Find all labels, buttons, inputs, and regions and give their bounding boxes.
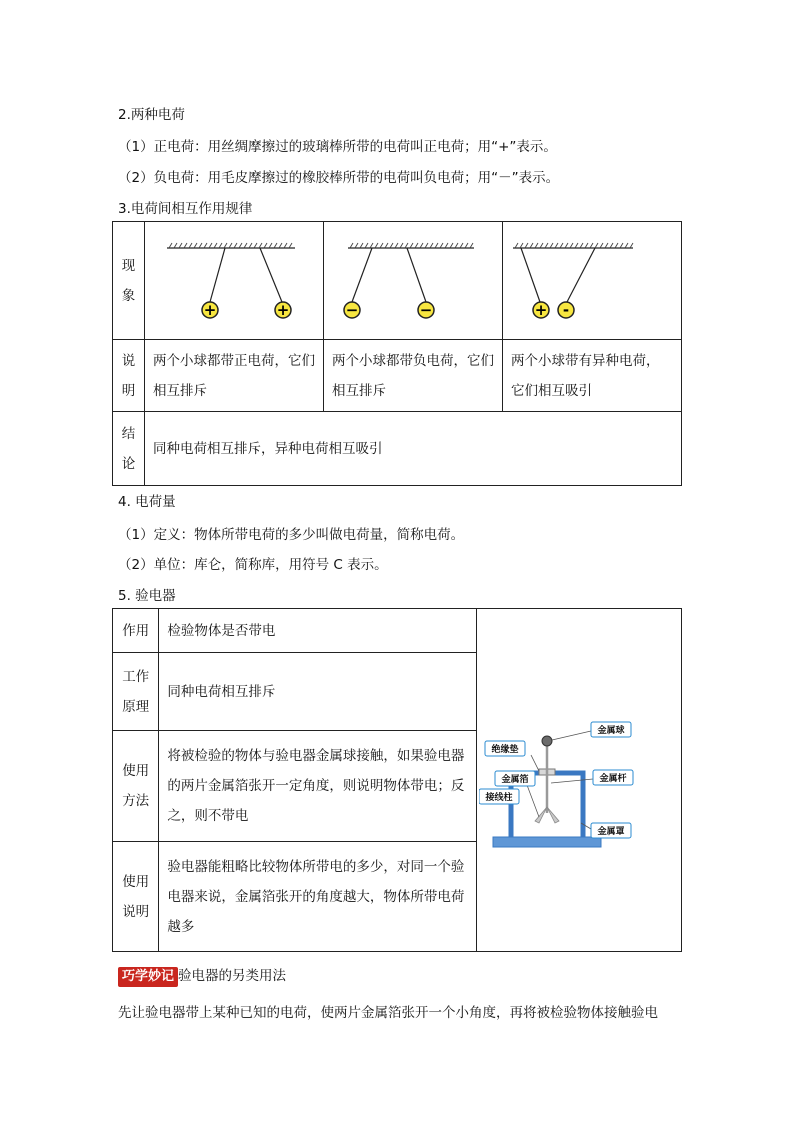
note-text: 验电器能粗略比较物体所带电的多少，对同一个验 电器来说，金属箔张开的角度越大，物体所带电荷 越多 (159, 842, 477, 952)
use-text: 检验物体是否带电 (159, 609, 477, 653)
svg-text:金属杆: 金属杆 (599, 774, 627, 784)
positive-repel-diagram (145, 222, 323, 335)
phenomenon-positive-cell (145, 222, 324, 340)
conclusion-label: 结 论 (113, 412, 145, 486)
svg-text:绝缘垫: 绝缘垫 (491, 745, 519, 755)
svg-text:+: + (276, 301, 290, 319)
principle-text: 同种电荷相互排斥 (159, 653, 477, 731)
opposite-attract-diagram (503, 222, 681, 335)
tip-heading (118, 964, 286, 987)
method-text: 将被检验的物体与验电器金属球接触，如果验电器 的两片金属箔张开一定角度，则说明物体带电；反 之，则不带电 (159, 731, 477, 842)
svg-text:金属球: 金属球 (597, 726, 625, 736)
svg-text:+: + (203, 301, 217, 319)
explain-positive: 两个小球都带正电荷，它们 相互排斥 (145, 340, 324, 412)
section3-title: 3.电荷间相互作用规律 (118, 201, 253, 217)
metal-ball (542, 736, 552, 746)
svg-text:金属罩: 金属罩 (597, 827, 625, 837)
principle-label: 工作 原理 (113, 653, 159, 731)
svg-text:金属箔: 金属箔 (501, 775, 529, 785)
svg-text:−: − (419, 301, 433, 319)
explain-opposite: 两个小球带有异种电荷， 它们相互吸引 (503, 340, 682, 412)
section4-item2: （2）单位：库仑，简称库，用符号 C 表示。 (118, 557, 388, 573)
metal-foil (535, 807, 547, 823)
svg-text:-: - (562, 301, 570, 319)
metal-foil (547, 807, 559, 823)
tip-badge: 巧学妙记 (118, 967, 178, 987)
electroscope-diagram (479, 703, 679, 853)
explain-negative: 两个小球都带负电荷，它们 相互排斥 (324, 340, 503, 412)
svg-text:接线柱: 接线柱 (485, 793, 513, 803)
method-label: 使用 方法 (113, 731, 159, 842)
use-label: 作用 (113, 609, 159, 653)
electroscope-diagram-cell (477, 609, 682, 952)
electroscope-table (112, 608, 682, 952)
phenomenon-opposite-cell (503, 222, 682, 340)
section2-item2: （2）负电荷：用毛皮摩擦过的橡胶棒所带的电荷叫负电荷；用“－”表示。 (118, 170, 560, 186)
conclusion-text: 同种电荷相互排斥，异种电荷相互吸引 (145, 412, 682, 486)
section2-title: 2.两种电荷 (118, 107, 185, 123)
tip-title: 验电器的另类用法 (178, 968, 287, 984)
negative-repel-diagram (324, 222, 502, 335)
note-label: 使用 说明 (113, 842, 159, 952)
phenomenon-negative-cell (324, 222, 503, 340)
section4-title: 4. 电荷量 (118, 494, 176, 510)
tip-text: 先让验电器带上某种已知的电荷，使两片金属箔张开一个小角度，再将被检验物体接触验电 (118, 1005, 658, 1021)
phenomenon-label: 现 象 (113, 222, 145, 340)
section5-title: 5. 验电器 (118, 588, 176, 604)
svg-text:−: − (345, 301, 359, 319)
charge-interaction-table (112, 221, 682, 486)
explain-label: 说 明 (113, 340, 145, 412)
svg-text:+: + (534, 301, 548, 319)
section4-item1: （1）定义：物体所带电荷的多少叫做电荷量，简称电荷。 (118, 527, 465, 543)
section2-item1: （1）正电荷：用丝绸摩擦过的玻璃棒所带的电荷叫正电荷；用“+”表示。 (118, 139, 557, 155)
